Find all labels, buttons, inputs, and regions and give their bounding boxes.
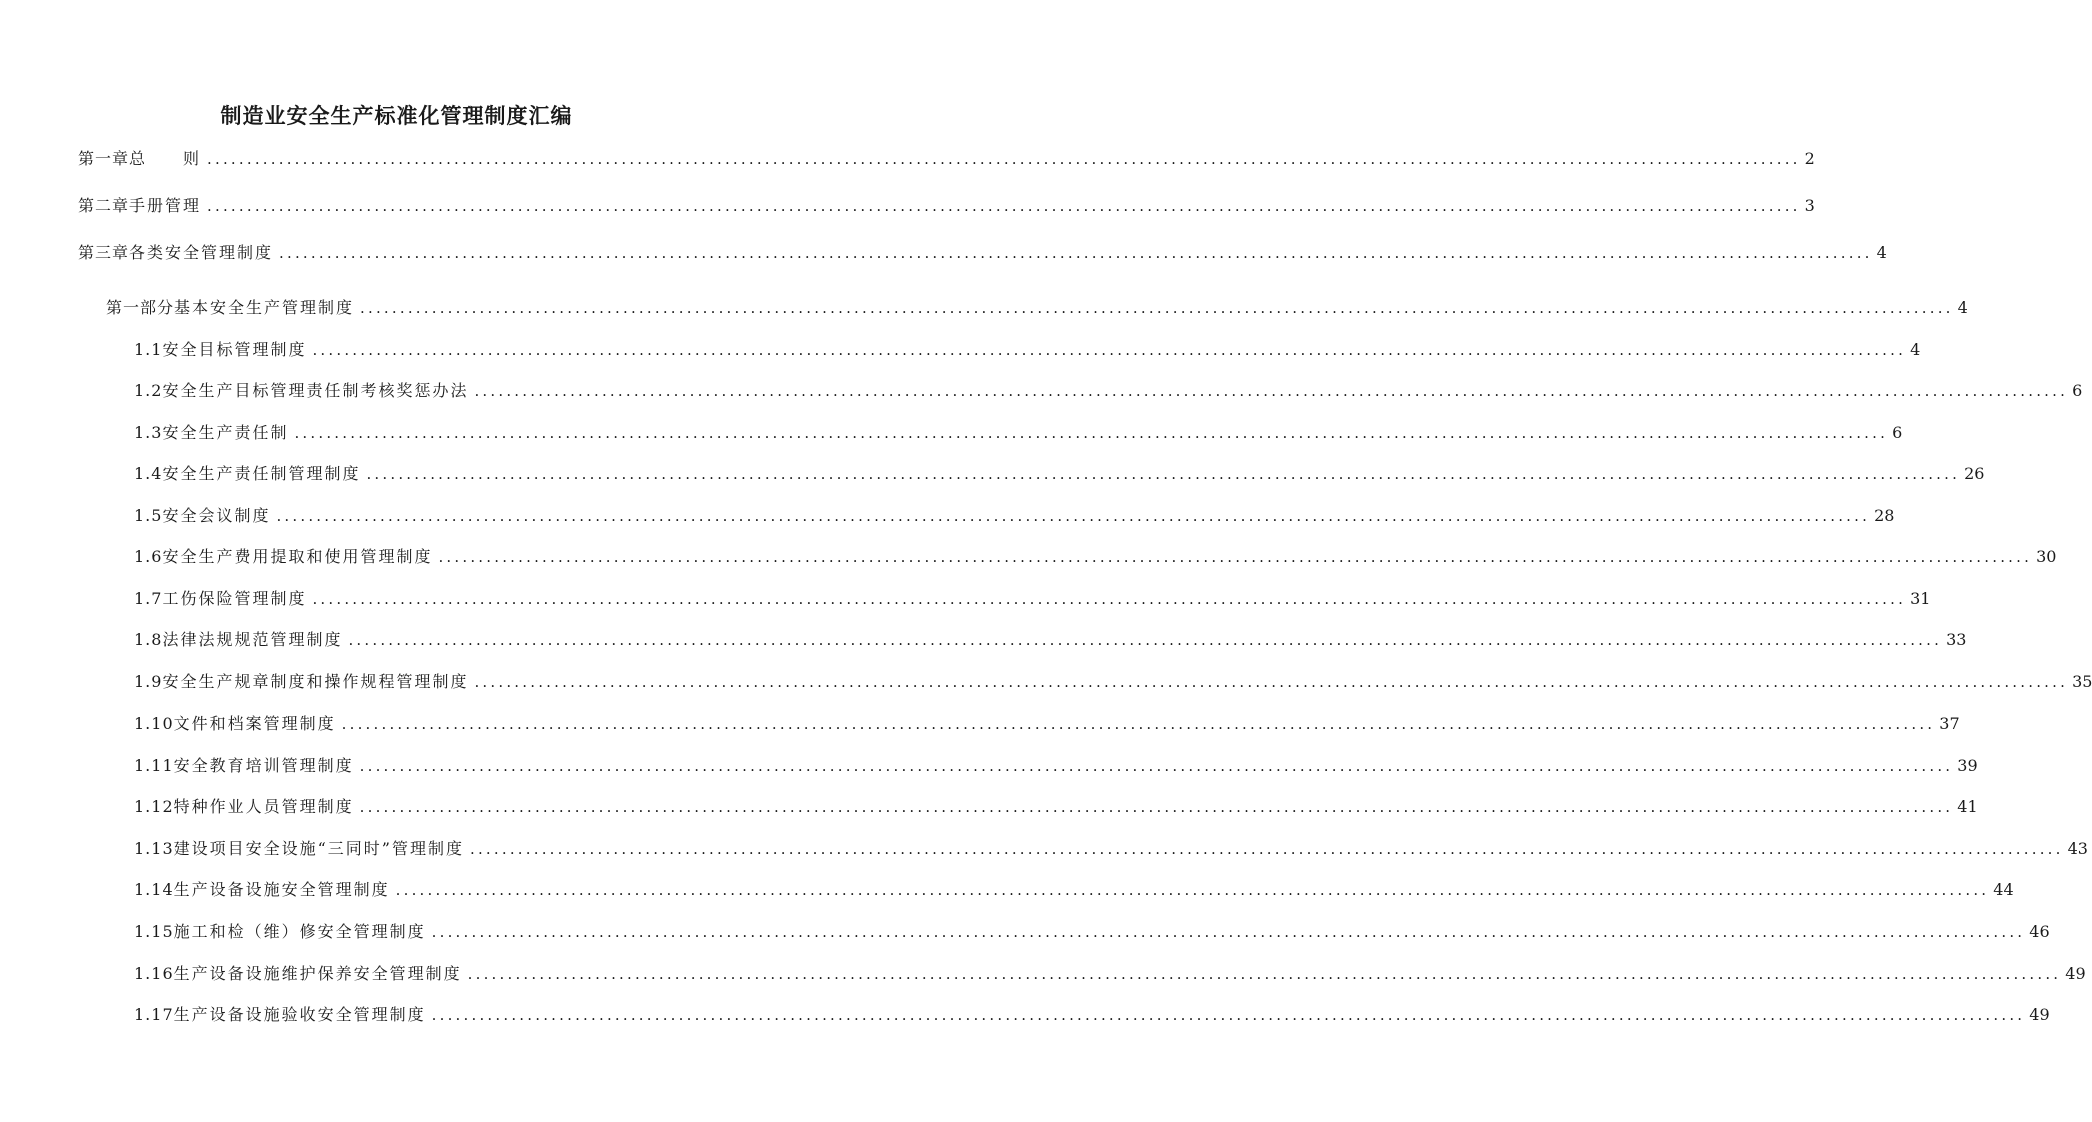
toc-entry-title: 安全生产责任制 (162, 423, 289, 442)
toc-entry-page-number: 4 (1957, 298, 1968, 317)
toc-entry (106, 296, 1968, 320)
toc-entry-number: 1.12 (134, 797, 174, 816)
toc-dot-leader: ........................................................................................................................................................................................................ (431, 1006, 2026, 1024)
toc-dot-leader: ........................................................................................................................................................................................................ (431, 923, 2026, 941)
toc-entry-title: 安全目标管理制度 (162, 340, 307, 359)
toc-dot-leader: ........................................................................................................................................................................................................ (312, 590, 1907, 608)
toc-entry-number: 第一部分 (106, 298, 175, 317)
toc-entry-title: 手册管理 (129, 196, 202, 215)
toc-entry-page-number: 2 (1804, 149, 1815, 168)
toc-entry (134, 837, 2088, 861)
toc-dot-leader: ........................................................................................................................................................................................................ (279, 244, 1873, 262)
toc-dot-leader: ........................................................................................................................................................................................................ (276, 507, 1871, 525)
toc-entry-number: 1.10 (134, 714, 174, 733)
toc-entry-title: 安全生产费用提取和使用管理制度 (162, 547, 433, 566)
toc-entry-number: 1.3 (134, 423, 163, 442)
toc-entry-title: 安全教育培训管理制度 (173, 756, 354, 775)
toc-entry-title: 安全生产目标管理责任制考核奖惩办法 (162, 381, 469, 400)
toc-entry-title: 生产设备设施安全管理制度 (173, 880, 390, 899)
toc-entry-number: 第二章 (78, 196, 130, 215)
toc-entry (134, 795, 1978, 819)
toc-entry-page-number: 4 (1876, 243, 1887, 262)
toc-entry-number: 1.7 (134, 589, 163, 608)
toc-entry-number: 第一章 (78, 149, 130, 168)
toc-entry (134, 421, 1903, 445)
toc-dot-leader: ........................................................................................................................................................................................................ (366, 465, 1961, 483)
toc-entry (134, 920, 2050, 944)
toc-entry-page-number: 44 (1993, 880, 2014, 899)
toc-dot-leader: ........................................................................................................................................................................................................ (395, 881, 1990, 899)
toc-entry-page-number: 46 (2029, 922, 2050, 941)
toc-entry (78, 241, 1887, 265)
toc-dot-leader: ........................................................................................................................................................................................................ (474, 382, 2069, 400)
toc-entry-page-number: 33 (1946, 630, 1967, 649)
toc-entry-page-number: 3 (1804, 196, 1815, 215)
toc-entry (78, 194, 1815, 218)
toc-entry-title: 文件和档案管理制度 (173, 714, 336, 733)
toc-entry-title: 特种作业人员管理制度 (173, 797, 354, 816)
toc-dot-leader: ........................................................................................................................................................................................................ (438, 548, 2033, 566)
toc-entry-page-number: 49 (2065, 964, 2086, 983)
toc-entry-title: 生产设备设施维护保养安全管理制度 (173, 964, 462, 983)
toc-entry-page-number: 6 (2072, 381, 2083, 400)
toc-entry (134, 670, 2092, 694)
toc-entry (134, 754, 1978, 778)
toc-entry (134, 878, 2014, 902)
toc-dot-leader: ........................................................................................................................................................................................................ (470, 840, 2064, 858)
toc-entry-page-number: 4 (1910, 340, 1921, 359)
toc-dot-leader: ........................................................................................................................................................................................................ (474, 673, 2069, 691)
toc-entry-page-number: 28 (1874, 506, 1895, 525)
toc-dot-leader: ........................................................................................................................................................................................................ (312, 341, 1907, 359)
toc-entry (78, 147, 1815, 171)
toc-entry (134, 712, 1960, 736)
toc-dot-leader: ........................................................................................................................................................................................................ (360, 299, 1954, 317)
toc-entry-page-number: 39 (1957, 756, 1978, 775)
toc-entry-number: 1.16 (134, 964, 174, 983)
toc-entry-title: 安全生产规章制度和操作规程管理制度 (162, 672, 469, 691)
toc-entry-page-number: 31 (1910, 589, 1931, 608)
toc-dot-leader: ........................................................................................................................................................................................................ (207, 197, 1801, 215)
toc-entry-title: 总 则 (129, 149, 202, 168)
toc-dot-leader: ........................................................................................................................................................................................................ (207, 150, 1801, 168)
toc-entry-number: 1.4 (134, 464, 163, 483)
toc-entry-page-number: 6 (1892, 423, 1903, 442)
toc-entry-page-number: 49 (2029, 1005, 2050, 1024)
toc-entry (134, 504, 1895, 528)
toc-entry-number: 1.14 (134, 880, 174, 899)
toc-entry (134, 587, 1931, 611)
toc-dot-leader: ........................................................................................................................................................................................................ (359, 757, 1954, 775)
toc-entry-page-number: 37 (1939, 714, 1960, 733)
toc-entry-page-number: 43 (2067, 839, 2088, 858)
toc-entry-number: 1.13 (134, 839, 174, 858)
toc-dot-leader: ........................................................................................................................................................................................................ (294, 424, 1889, 442)
toc-entry (134, 1003, 2050, 1027)
toc-dot-leader: ........................................................................................................................................................................................................ (359, 798, 1954, 816)
toc-entry (134, 462, 1985, 486)
toc-entry (134, 628, 1967, 652)
toc-dot-leader: ........................................................................................................................................................................................................ (341, 715, 1936, 733)
toc-entry-number: 第三章 (78, 243, 130, 262)
toc-entry-title: 基本安全生产管理制度 (174, 298, 355, 317)
toc-entry-title: 工伤保险管理制度 (162, 589, 307, 608)
toc-dot-leader: ........................................................................................................................................................................................................ (348, 631, 1943, 649)
toc-entry-number: 1.17 (134, 1005, 174, 1024)
toc-entry-title: 安全会议制度 (162, 506, 271, 525)
toc-entry-title: 安全生产责任制管理制度 (162, 464, 361, 483)
toc-entry-title: 施工和检（维）修安全管理制度 (173, 922, 426, 941)
toc-entry-number: 1.2 (134, 381, 163, 400)
toc-entry (134, 338, 1921, 362)
toc-entry-number: 1.8 (134, 630, 163, 649)
toc-entry-number: 1.5 (134, 506, 163, 525)
toc-entry-title: 法律法规规范管理制度 (162, 630, 343, 649)
toc-entry-title: 生产设备设施验收安全管理制度 (173, 1005, 426, 1024)
toc-entry-number: 1.6 (134, 547, 163, 566)
toc-entry (134, 545, 2057, 569)
toc-entry-page-number: 30 (2036, 547, 2057, 566)
toc-entry-title: 各类安全管理制度 (129, 243, 274, 262)
toc-entry (134, 379, 2083, 403)
toc-dot-leader: ........................................................................................................................................................................................................ (467, 965, 2062, 983)
toc-entry-number: 1.11 (134, 756, 174, 775)
toc-entry-number: 1.9 (134, 672, 163, 691)
toc-entry-title: 建设项目安全设施“三同时”管理制度 (173, 839, 464, 858)
toc-entry-page-number: 26 (1964, 464, 1985, 483)
toc-entry-page-number: 35 (2072, 672, 2092, 691)
toc-entry-page-number: 41 (1957, 797, 1978, 816)
toc-entry-number: 1.15 (134, 922, 174, 941)
document-title: 制造业安全生产标准化管理制度汇编 (220, 104, 573, 128)
toc-entry-number: 1.1 (134, 340, 163, 359)
toc-entry (134, 962, 2086, 986)
